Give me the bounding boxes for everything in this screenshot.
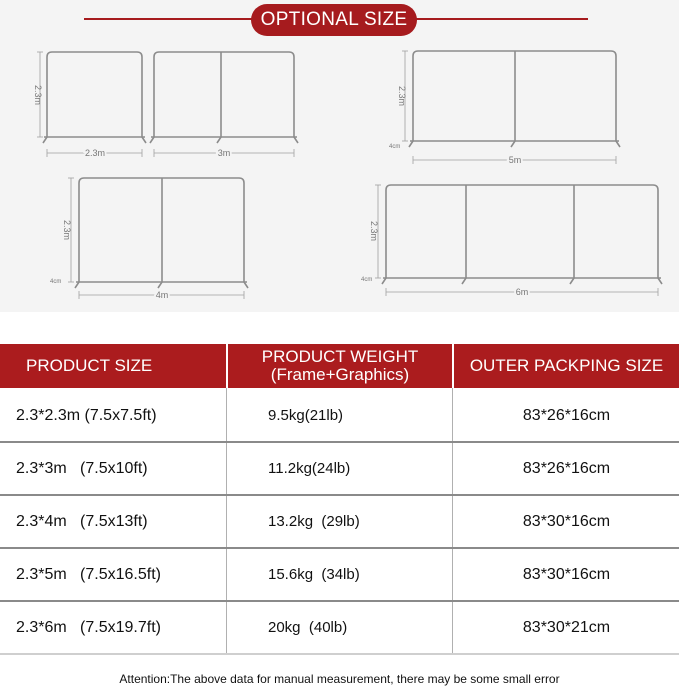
header-product-weight-sub: (Frame+Graphics) — [270, 365, 410, 384]
header-product-weight — [228, 344, 452, 388]
weight-cell: 11.2kg(24lb) — [268, 460, 351, 477]
size-metric: 2.3*2.3m — [16, 406, 81, 424]
size-feet: (7.5x16.5ft) — [80, 565, 161, 583]
f4-feet-label: 4cm — [50, 279, 62, 285]
table-row — [0, 496, 679, 547]
frame-2.3x6-diagram — [382, 185, 662, 284]
f1-width-label: 2.3m — [84, 148, 106, 158]
frame-2.3x4-diagram — [75, 178, 248, 288]
table-row — [0, 602, 679, 653]
product-size-cell — [16, 443, 221, 494]
table-row — [0, 390, 679, 441]
product-size-cell — [16, 549, 221, 600]
packing-cell: 83*30*16cm — [522, 512, 611, 530]
f3-height-label: 2.3m — [397, 85, 407, 107]
frame-2.3x5-diagram — [409, 51, 620, 147]
size-metric: 2.3*3m — [16, 459, 67, 477]
product-size-cell — [16, 496, 221, 547]
frame-2.3x2.3-diagram — [43, 52, 146, 143]
size-feet: (7.5x7.5ft) — [84, 406, 157, 424]
header-product-weight-label: PRODUCT WEIGHT — [261, 347, 419, 366]
header-product-size-label: PRODUCT SIZE — [26, 356, 153, 375]
f4-height-label: 2.3m — [62, 219, 72, 241]
frame-2.3x3-diagram — [150, 52, 298, 143]
weight-cell: 9.5kg(21lb) — [268, 407, 344, 424]
table-row — [0, 443, 679, 494]
packing-cell: 83*30*16cm — [522, 565, 611, 583]
row-divider — [0, 653, 679, 655]
header-product-size — [26, 344, 226, 388]
size-metric: 2.3*5m — [16, 565, 67, 583]
packing-cell: 83*30*21cm — [522, 618, 611, 636]
size-metric: 2.3*4m — [16, 512, 67, 530]
size-feet: (7.5x10ft) — [80, 459, 148, 477]
f5-feet-label: 4cm — [361, 277, 373, 283]
table-header — [0, 344, 679, 388]
f3-width-label: 5m — [508, 155, 522, 165]
frame-diagrams — [0, 0, 679, 312]
attention-note: Attention:The above data for manual measurement, there may be some small error — [119, 672, 560, 686]
weight-cell: 20kg (40lb) — [268, 619, 348, 636]
size-metric: 2.3*6m — [16, 618, 67, 636]
product-size-cell — [16, 602, 221, 653]
product-size-cell — [16, 390, 221, 441]
size-feet: (7.5x13ft) — [80, 512, 148, 530]
f4-width-label: 4m — [155, 290, 169, 300]
weight-cell: 13.2kg (29lb) — [268, 513, 360, 530]
table-row — [0, 549, 679, 600]
header-outer-packing-size — [454, 344, 679, 388]
packing-cell: 83*26*16cm — [522, 406, 611, 424]
f5-height-label: 2.3m — [369, 220, 379, 242]
f3-feet-label: 4cm — [389, 144, 401, 150]
packing-cell: 83*26*16cm — [522, 459, 611, 477]
header-outer-packing-label: OUTER PACKPING SIZE — [469, 356, 664, 375]
size-feet: (7.5x19.7ft) — [80, 618, 161, 636]
f5-width-label: 6m — [515, 287, 529, 297]
f1-height-label: 2.3m — [33, 84, 43, 106]
weight-cell: 15.6kg (34lb) — [268, 566, 360, 583]
optional-size-title: OPTIONAL SIZE — [251, 4, 417, 36]
f2-width-label: 3m — [217, 148, 231, 158]
